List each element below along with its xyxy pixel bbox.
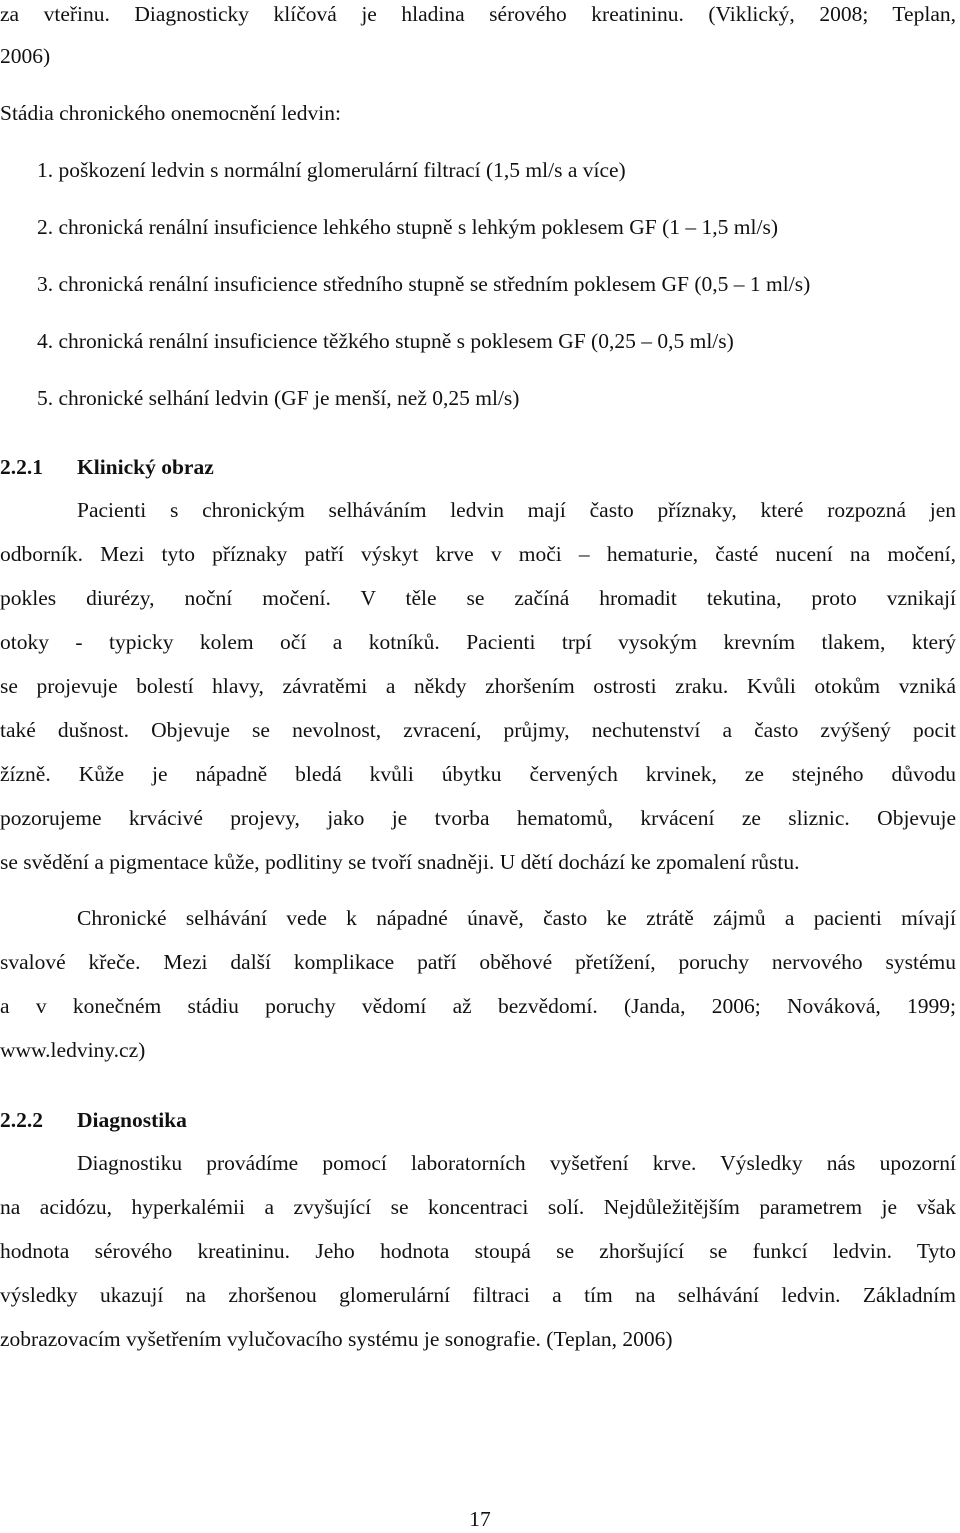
stage-item: 3. chronická renální insuficience středního stupně se středním poklesem GF (0,5 – 1 ml/s) (37, 272, 811, 296)
section-heading (0, 1106, 187, 1134)
paragraph-line: se projevuje bolestí hlavy, závratěmi a někdy zhoršením ostrosti zraku. Kvůli otokům vzniká (0, 674, 956, 698)
paragraph-line: pokles diurézy, noční močení. V těle se začíná hromadit tekutina, proto vznikají (0, 586, 956, 610)
stage-item: 5. chronické selhání ledvin (GF je menší, než 0,25 ml/s) (37, 386, 520, 410)
section-title: Diagnostika (77, 1108, 187, 1132)
paragraph-line: Diagnostiku provádíme pomocí laboratorních vyšetření krve. Výsledky nás upozorní (77, 1151, 956, 1175)
paragraph-line: na acidózu, hyperkalémii a zvyšující se koncentraci solí. Nejdůležitějším parametrem je však (0, 1195, 956, 1219)
page-number: 17 (469, 1507, 491, 1531)
section-title: Klinický obraz (77, 455, 214, 479)
paragraph-line: výsledky ukazují na zhoršenou glomerulární filtraci a tím na selhávání ledvin. Základním (0, 1283, 956, 1307)
section-heading (0, 453, 214, 481)
paragraph-line: svalové křeče. Mezi další komplikace patří oběhové přetížení, poruchy nervového systému (0, 950, 956, 974)
paragraph-line: Pacienti s chronickým selháváním ledvin mají často příznaky, které rozpozná jen (77, 498, 956, 522)
paragraph-line: a v konečném stádiu poruchy vědomí až bezvědomí. (Janda, 2006; Nováková, 1999; (0, 994, 956, 1018)
intro-line: za vteřinu. Diagnosticky klíčová je hladina sérového kreatininu. (Viklický, 2008; Teplan, (0, 2, 956, 26)
section-number: 2.2.1 (0, 455, 43, 479)
paragraph-line: pozorujeme krvácivé projevy, jako je tvorba hematomů, krvácení ze sliznic. Objevuje (0, 806, 956, 830)
stage-item: 2. chronická renální insuficience lehkého stupně s lehkým poklesem GF (1 – 1,5 ml/s) (37, 215, 778, 239)
paragraph-line: zobrazovacím vyšetřením vylučovacího systému je sonografie. (Teplan, 2006) (0, 1327, 673, 1351)
stages-title: Stádia chronického onemocnění ledvin: (0, 101, 341, 125)
paragraph-line: se svědění a pigmentace kůže, podlitiny se tvoří snadněji. U dětí dochází ke zpomalení růstu. (0, 850, 800, 874)
paragraph-line: www.ledviny.cz) (0, 1038, 146, 1062)
paragraph-line: Chronické selhávání vede k nápadné únavě, často ke ztrátě zájmů a pacienti mívají (77, 906, 956, 930)
paragraph-line: otoky - typicky kolem očí a kotníků. Pacienti trpí vysokým krevním tlakem, který (0, 630, 956, 654)
paragraph-line: hodnota sérového kreatininu. Jeho hodnota stoupá se zhoršující se funkcí ledvin. Tyto (0, 1239, 956, 1263)
paragraph-line: žízně. Kůže je nápadně bledá kvůli úbytku červených krvinek, ze stejného důvodu (0, 762, 956, 786)
stage-item: 4. chronická renální insuficience těžkého stupně s poklesem GF (0,25 – 0,5 ml/s) (37, 329, 734, 353)
stage-item: 1. poškození ledvin s normální glomerulární filtrací (1,5 ml/s a více) (37, 158, 626, 182)
section-number: 2.2.2 (0, 1108, 43, 1132)
intro-line: 2006) (0, 44, 51, 68)
paragraph-line: odborník. Mezi tyto příznaky patří výskyt krve v moči – hematurie, časté nucení na močení, (0, 542, 956, 566)
paragraph-line: také dušnost. Objevuje se nevolnost, zvracení, průjmy, nechutenství a často zvýšený pocit (0, 718, 956, 742)
